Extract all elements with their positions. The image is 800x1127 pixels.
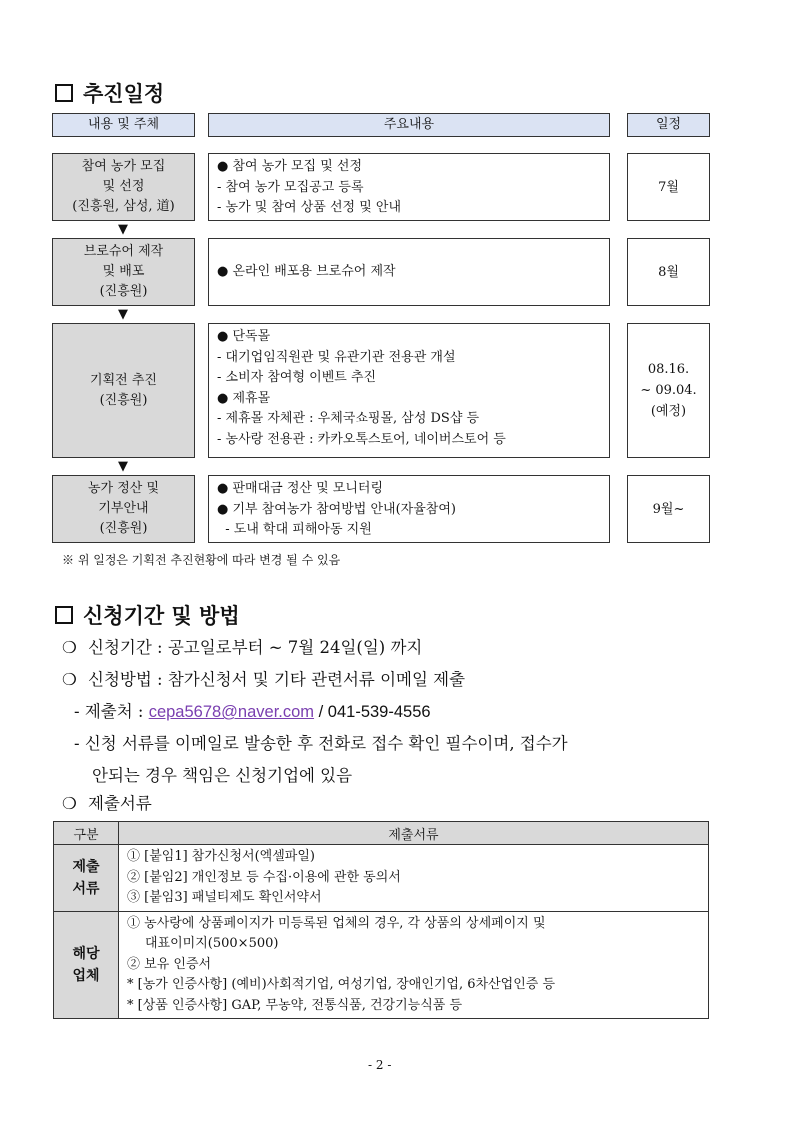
schedule-row-content: ● 온라인 배포용 브로슈어 제작	[208, 238, 610, 306]
header-content-owner: 내용 및 주체	[52, 113, 195, 137]
apply-heading: 신청기간 및 방법	[55, 600, 240, 630]
circle-bullet-icon: ❍	[62, 638, 77, 657]
apply-submit-contact: - 제출처 : cepa5678@naver.com / 041-539-4556	[74, 702, 431, 721]
circle-bullet-icon: ❍	[62, 670, 77, 689]
checkbox-square-icon	[55, 84, 73, 102]
schedule-note: ※ 위 일정은 기획전 추진현황에 따라 변경 될 수 있음	[62, 553, 341, 567]
docs-row-items: ① 농사랑에 상품페이지가 미등록된 업체의 경우, 각 상품의 상세페이지 및 대표이미지(500×500) ② 보유 인증서 * [농가 인증사항] (예비)사회적기업, 여성기업, 장애인기업, 6차산업인증 등 * [상품 인증사항] GAP, 무농약, 전통식품, 건강기능식품 등	[119, 911, 709, 1019]
down-arrow-icon: ▼	[118, 222, 128, 237]
schedule-row-label: 참여 농가 모집 및 선정 (진흥원, 삼성, 道)	[52, 153, 195, 221]
apply-method: ❍ 신청방법 : 참가신청서 및 기타 관련서류 이메일 제출	[62, 670, 466, 689]
schedule-row-label: 기획전 추진 (진흥원)	[52, 323, 195, 458]
circle-bullet-icon: ❍	[62, 794, 77, 813]
schedule-row-label: 농가 정산 및 기부안내 (진흥원)	[52, 475, 195, 543]
page-number: - 2 -	[368, 1058, 392, 1072]
schedule-row-content: ● 판매대금 정산 및 모니터링 ● 기부 참여농가 참여방법 안내(자율참여) - 도내 학대 피해아동 지원	[208, 475, 610, 543]
header-main-content: 주요내용	[208, 113, 610, 137]
table-row	[54, 911, 709, 1019]
down-arrow-icon: ▼	[118, 459, 128, 474]
docs-table	[53, 821, 709, 1019]
schedule-row-date: 7월	[627, 153, 710, 221]
schedule-row-date: 9월~	[627, 475, 710, 543]
docs-header-documents: 제출서류	[119, 822, 709, 845]
email-link[interactable]: cepa5678@naver.com	[148, 703, 315, 721]
docs-row-label: 제출 서류	[54, 845, 119, 912]
schedule-row-content: ● 참여 농가 모집 및 선정 - 참여 농가 모집공고 등록 - 농가 및 참여 상품 선정 및 안내	[208, 153, 610, 221]
table-row	[54, 845, 709, 912]
docs-row-items: ① [붙임1] 참가신청서(엑셀파일) ② [붙임2] 개인정보 등 수집·이용에 관한 동의서 ③ [붙임3] 패널티제도 확인서약서	[119, 845, 709, 912]
docs-header-category: 구분	[54, 822, 119, 845]
schedule-row-label: 브로슈어 제작 및 배포 (진흥원)	[52, 238, 195, 306]
docs-row-label: 해당 업체	[54, 911, 119, 1019]
header-schedule: 일정	[627, 113, 710, 137]
down-arrow-icon: ▼	[118, 307, 128, 322]
apply-docs-title: ❍ 제출서류	[62, 794, 152, 813]
schedule-heading: 추진일정	[55, 78, 164, 108]
apply-notice: - 신청 서류를 이메일로 발송한 후 전화로 접수 확인 필수이며, 접수가 안되는 경우 책임은 신청기업에 있음	[74, 734, 568, 785]
schedule-row-date: 08.16. ~ 09.04. (예정)	[627, 323, 710, 458]
schedule-row-content: ● 단독몰 - 대기업임직원관 및 유관기관 전용관 개설 - 소비자 참여형 이벤트 추진 ● 제휴몰 - 제휴몰 자체관 : 우체국쇼핑몰, 삼성 DS샵 등 - 농사랑 전용관 : 카카오톡스토어, 네이버스토어 등	[208, 323, 610, 458]
apply-period: ❍ 신청기간 : 공고일로부터 ~ 7월 24일(일) 까지	[62, 638, 423, 657]
checkbox-square-icon	[55, 606, 73, 624]
schedule-row-date: 8월	[627, 238, 710, 306]
